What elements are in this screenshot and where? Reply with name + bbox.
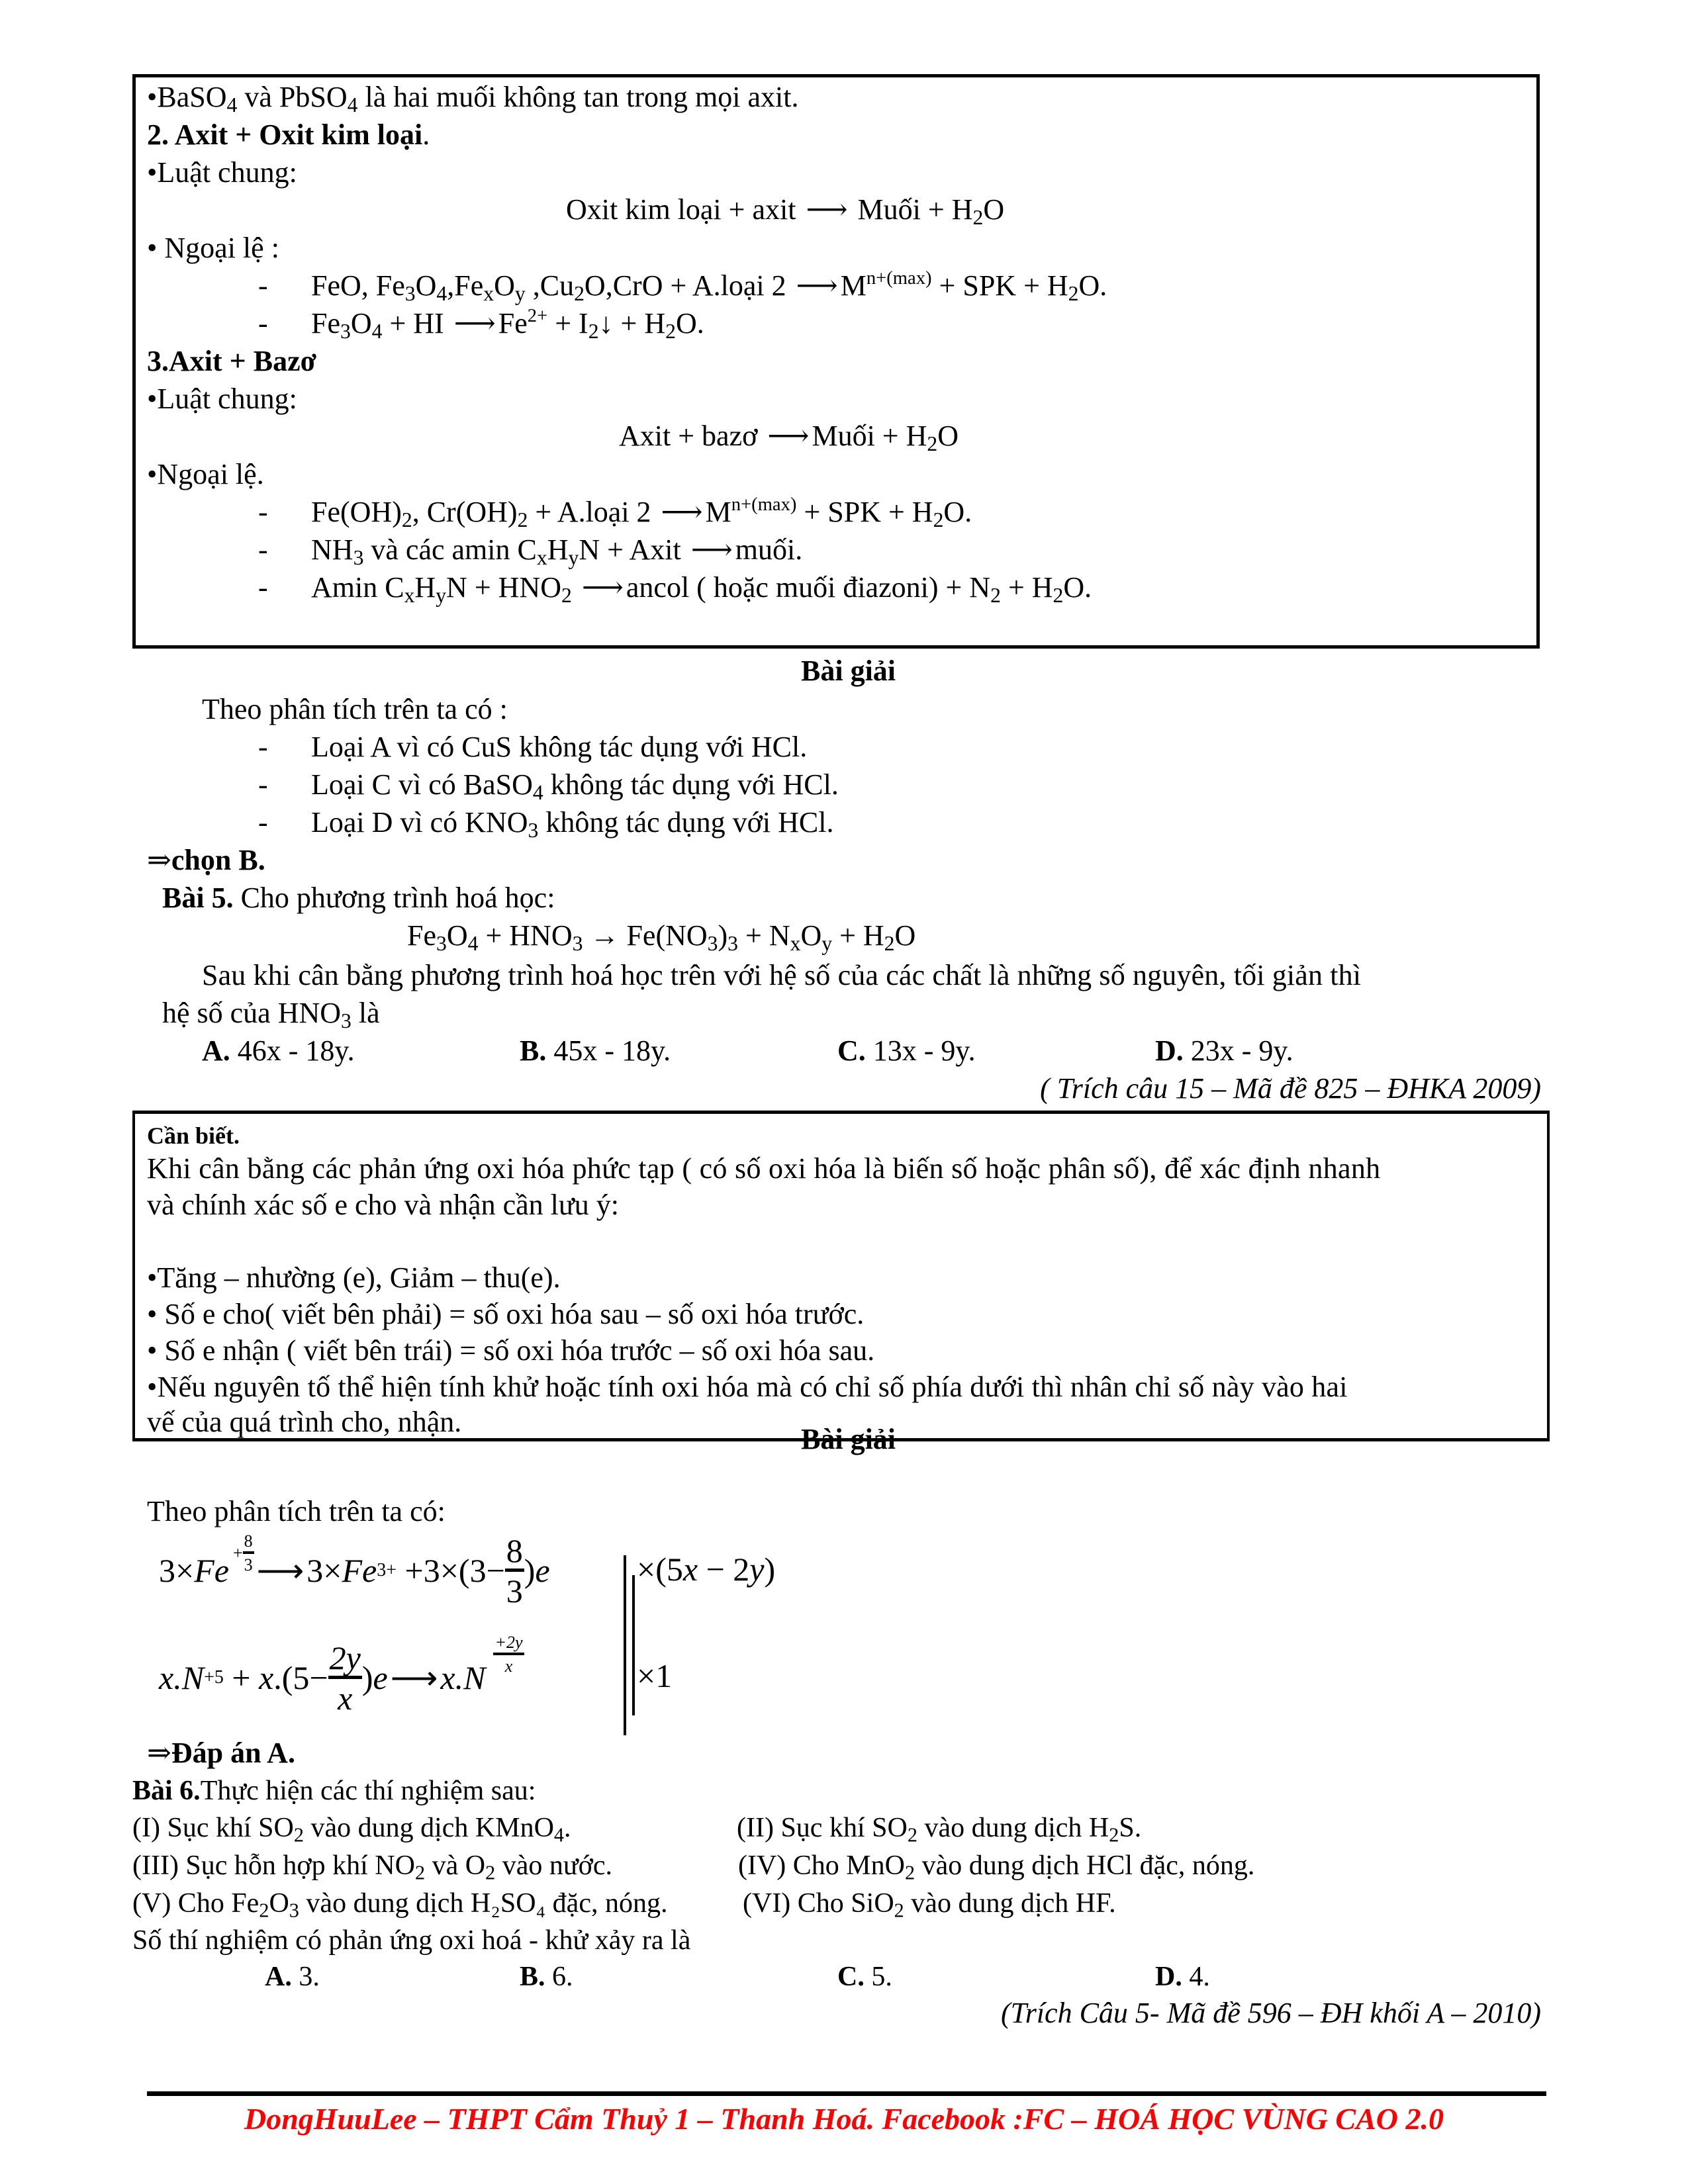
subscript: 2 — [401, 508, 412, 531]
reaction-arrow-icon: ⟶ — [806, 193, 848, 226]
element-n: .N — [455, 1659, 486, 1696]
reaction-arrow-icon: ⟶ — [390, 1659, 438, 1696]
text: N + HNO — [446, 571, 561, 604]
text: M — [705, 496, 731, 528]
text: (VI) Cho SiO — [743, 1888, 894, 1919]
option-key: A. — [202, 1034, 230, 1067]
denominator: x — [338, 1679, 353, 1717]
subscript: 2 — [517, 508, 528, 531]
subscript: 2 — [894, 1899, 904, 1922]
subscript: 2 — [972, 205, 984, 229]
subscript: 2 — [485, 1861, 496, 1884]
subscript: 2 — [561, 583, 572, 607]
reaction-arrow-icon: ⟶ — [690, 533, 733, 566]
text: không tác dụng với HCl. — [543, 768, 839, 801]
text: Fe — [407, 919, 436, 952]
text: O — [415, 269, 437, 302]
var-x: x — [159, 1659, 174, 1696]
electron: e — [373, 1659, 388, 1696]
subscript: 4 — [226, 93, 238, 116]
var-x: x — [259, 1659, 274, 1696]
exceptions3-label: •Ngoại lệ. — [147, 458, 264, 490]
text: là — [351, 997, 380, 1029]
solution-1-item — [258, 728, 807, 766]
dash: - — [258, 768, 268, 801]
text: ×(5 — [637, 1551, 683, 1588]
subscript: y — [436, 583, 447, 607]
option-value: 45x - 18y. — [546, 1034, 671, 1067]
text: + H — [1000, 571, 1053, 604]
text: O. — [675, 307, 704, 340]
subscript: 4 — [532, 780, 543, 804]
coef: 3× — [159, 1552, 195, 1589]
text: + — [223, 1659, 259, 1696]
note-bullet: • Số e cho( viết bên phải) = số oxi hóa sau – số oxi hóa trước. — [147, 1298, 865, 1330]
oxidation-state — [233, 1533, 254, 1574]
exception-3 — [258, 493, 972, 531]
text: ↓ + H — [598, 307, 666, 340]
subscript: 2 — [588, 319, 599, 343]
option-value: 13x - 9y. — [865, 1034, 976, 1067]
option-value: 3. — [291, 1962, 320, 1992]
text: vào dung dịch HF. — [904, 1888, 1116, 1919]
subscript: 3 — [353, 545, 364, 569]
subscript: 4 — [436, 281, 447, 305]
subscript: 3 — [528, 818, 539, 842]
subscript: 2 — [904, 1861, 915, 1884]
reaction-arrow-icon: ⟶ — [256, 1552, 305, 1589]
text: ,Cu — [525, 269, 575, 302]
footer-credit: DongHuuLee – THPT Cẩm Thuỷ 1 – Thanh Hoá. Facebook :FC – HOÁ HỌC VÙNG CAO 2.0 — [244, 2102, 1444, 2136]
text: Cho phương trình hoá học: — [233, 882, 555, 914]
subscript: 2 — [293, 1823, 304, 1846]
text: ,Fe — [447, 269, 484, 302]
text: BaSO — [157, 81, 227, 113]
text: + I — [547, 307, 588, 340]
subscript: 4 — [467, 931, 479, 955]
bai5-question-line-1: Sau khi cân bằng phương trình hoá học trên với hệ số của các chất là những số nguyên, tối giản thì — [202, 959, 1362, 991]
text: + H — [832, 919, 884, 952]
text: (I) Sục khí SO — [132, 1813, 294, 1843]
bai6-option-c[interactable] — [837, 1958, 892, 1996]
subscript: 3 — [341, 1009, 352, 1032]
text: không tác dụng với HCl. — [538, 806, 834, 839]
bai5-prompt — [162, 879, 555, 917]
subscript: 3 — [707, 931, 718, 955]
subscript: 2 — [259, 1899, 269, 1922]
option-value: 6. — [545, 1962, 573, 1992]
subscript: 3 — [289, 1899, 299, 1922]
subscript: 3 — [572, 931, 583, 955]
text: Đáp án A. — [171, 1737, 295, 1769]
text: H — [414, 571, 436, 604]
text: +3×(3− — [397, 1552, 505, 1589]
subscript: 2 — [665, 319, 676, 343]
text: Thực hiện các thí nghiệm sau: — [200, 1776, 536, 1806]
footer-rule — [147, 2091, 1546, 2096]
bai6-option-d[interactable] — [1155, 1958, 1210, 1996]
text: O. — [1078, 269, 1107, 302]
section-3-heading: 3.Axit + Bazơ — [147, 345, 316, 377]
subscript: 2 — [927, 432, 938, 455]
experiment-2 — [737, 1809, 1141, 1847]
bai5-option-c[interactable] — [837, 1032, 976, 1070]
text: O — [350, 307, 372, 340]
subscript: x — [404, 583, 415, 607]
text: O — [446, 919, 468, 952]
bullet: • — [147, 81, 158, 113]
eq-right: Muối + H — [812, 420, 927, 452]
text: Loại C vì có BaSO — [311, 768, 533, 801]
bai6-source: (Trích Câu 5- Mã đề 596 – ĐH khối A – 2010) — [1001, 1997, 1541, 2029]
text: và PbSO — [237, 81, 348, 113]
subscript: 2 — [1109, 1823, 1119, 1846]
option-value: 46x - 18y. — [230, 1034, 355, 1067]
solution-1-conclusion — [147, 841, 265, 880]
text: + HNO — [478, 919, 573, 952]
text: hệ số của HNO — [162, 997, 342, 1029]
text: vào nước. — [495, 1850, 612, 1881]
reaction-arrow-icon: ⟶ — [767, 420, 810, 452]
text: Loại A vì có CuS không tác dụng với HCl. — [311, 731, 808, 763]
subscript: 4 — [553, 1823, 565, 1846]
dash: - — [258, 806, 268, 839]
text: Fe — [311, 307, 340, 340]
divider-bar-outer — [624, 1555, 626, 1735]
text: + N — [738, 919, 790, 952]
option-key: A. — [265, 1962, 292, 1992]
note-bullet: • Số e nhận ( viết bên trái) = số oxi hóa trước – số oxi hóa sau. — [147, 1334, 875, 1367]
text: vào dung dịch H — [917, 1813, 1109, 1843]
exception-4 — [258, 531, 802, 569]
bai6-question: Số thí nghiệm có phản ứng oxi hoá - khử xảy ra là — [132, 1925, 691, 1956]
fraction — [243, 1533, 254, 1574]
option-key: C. — [837, 1034, 866, 1067]
option-key: D. — [1155, 1962, 1182, 1992]
eq-left: Axit + bazơ — [619, 420, 758, 452]
solution-1-intro: Theo phân tích trên ta có : — [202, 693, 508, 725]
bai5-equation — [407, 917, 915, 955]
option-value: 4. — [1182, 1962, 1210, 1992]
experiment-5 — [132, 1884, 667, 1923]
rule-equation — [566, 191, 1004, 229]
text: O. — [943, 496, 972, 528]
exception-2 — [258, 304, 704, 343]
experiment-4 — [738, 1846, 1254, 1885]
bai6-prompt — [132, 1772, 536, 1810]
text: vào dung dịch KMnO — [303, 1813, 554, 1843]
rule-label: •Luật chung: — [147, 156, 297, 189]
multiplier-1 — [637, 1550, 775, 1588]
heading-text: 2. Axit + Oxit kim loại — [147, 118, 423, 151]
text: H — [547, 533, 569, 566]
exception-1 — [258, 267, 1107, 305]
exercise-label: Bài 6. — [132, 1776, 201, 1806]
subscript: y — [568, 545, 579, 569]
note-paragraph-line-1: Khi cân bằng các phản ứng oxi hóa phức tạp ( có số oxi hóa là biến số hoặc phân số), để xác định nhanh — [147, 1152, 1381, 1185]
note-bullet: •Tăng – nhường (e), Giảm – thu(e). — [147, 1261, 561, 1294]
text: O — [983, 193, 1005, 226]
text: Loại D vì có KNO — [311, 806, 528, 839]
element-fe: Fe — [194, 1552, 229, 1589]
text: ) — [524, 1552, 536, 1589]
subscript: 3 — [727, 931, 738, 955]
experiment-6 — [743, 1884, 1116, 1923]
subscript: 2 — [884, 931, 895, 955]
superscript: n+(max) — [731, 494, 797, 515]
experiment-1 — [132, 1809, 571, 1847]
var-x: x — [682, 1551, 698, 1588]
reaction-arrow-icon: ⟶ — [581, 571, 624, 604]
eq-left: Oxit kim loại + axit — [566, 193, 796, 226]
subscript: x — [790, 931, 801, 955]
dash: - — [258, 307, 268, 340]
numerator: +2y — [493, 1634, 524, 1655]
text: − 2 — [698, 1551, 750, 1588]
superscript: 2+ — [527, 305, 548, 326]
fraction — [505, 1531, 524, 1610]
exceptions-label: • Ngoại lệ : — [147, 232, 279, 264]
text: Fe(NO — [626, 919, 708, 952]
solution-1-item — [258, 803, 833, 842]
text: + A.loại 2 — [528, 496, 651, 528]
text: + SPK + H — [796, 496, 933, 528]
option-value: 23x - 9y. — [1183, 1034, 1293, 1067]
text: NH — [311, 533, 353, 566]
option-key: C. — [837, 1962, 865, 1992]
bai5-option-d[interactable] — [1155, 1032, 1293, 1070]
implies-arrow-icon: ⇒ — [147, 1737, 171, 1769]
superscript: n+(max) — [866, 267, 932, 289]
multiplier-2: ×1 — [637, 1657, 673, 1694]
solution-2-conclusion — [147, 1734, 295, 1772]
numerator: 2y — [328, 1641, 362, 1679]
note-title: Cần biết. — [147, 1122, 240, 1149]
text: + HI — [382, 307, 444, 340]
subscript: 3 — [436, 931, 447, 955]
reaction-arrow-icon: ⟶ — [661, 496, 703, 528]
bai5-option-b[interactable] — [520, 1032, 671, 1070]
text: O — [494, 269, 515, 302]
text: (III) Sục hỗn hợp khí NO — [132, 1850, 415, 1881]
text: M — [840, 269, 867, 302]
text: ) — [361, 1659, 373, 1696]
text: là hai muối không tan trong mọi axit. — [357, 81, 799, 113]
text: O — [800, 919, 822, 952]
bai5-source: ( Trích câu 15 – Mã đề 825 – ĐHKA 2009) — [1040, 1072, 1541, 1105]
text: ) — [764, 1551, 776, 1588]
text: và các amin C — [363, 533, 537, 566]
oxidation-state — [493, 1634, 524, 1675]
note-last-line: vế của quá trình cho, nhận. — [147, 1406, 462, 1438]
coef: 3× — [306, 1552, 342, 1589]
sign: + — [232, 1543, 243, 1563]
baso4-note — [147, 78, 798, 116]
solution-1-title: Bài giải — [801, 655, 896, 687]
text: (V) Cho Fe — [132, 1888, 259, 1919]
subscript: 3 — [340, 319, 351, 343]
dash: - — [258, 496, 268, 528]
var-y: y — [749, 1551, 765, 1588]
text: O — [269, 1888, 289, 1919]
subscript: 3 — [404, 281, 416, 305]
text: S. — [1119, 1813, 1142, 1843]
dash: - — [258, 731, 268, 763]
denominator: x — [504, 1657, 513, 1676]
text: Fe(OH) — [311, 496, 402, 528]
text: (IV) Cho MnO — [738, 1850, 905, 1881]
text: (II) Sục khí SO — [737, 1813, 908, 1843]
text: + SPK + H — [931, 269, 1068, 302]
text: Amin C — [311, 571, 404, 604]
exercise-label: Bài 5. — [162, 882, 234, 914]
text: .(5− — [273, 1659, 328, 1696]
subscript: 2 — [414, 1861, 426, 1884]
fraction — [328, 1641, 362, 1715]
option-value: 5. — [864, 1962, 892, 1992]
subscript: y — [514, 281, 526, 305]
electron: e — [535, 1552, 550, 1589]
text: và O — [425, 1850, 486, 1881]
text: . — [564, 1813, 571, 1843]
option-key: D. — [1155, 1034, 1184, 1067]
subscript: x — [536, 545, 547, 569]
dash: - — [258, 571, 268, 604]
element-fe: Fe — [342, 1552, 377, 1589]
bai6-option-b[interactable] — [520, 1958, 573, 1996]
subscript: 4 — [371, 319, 383, 343]
note-bullet: •Nếu nguyên tố thể hiện tính khử hoặc tính oxi hóa mà có chỉ số phía dưới thì nhân chỉ số này vào hai — [147, 1371, 1348, 1403]
text: ) — [718, 919, 728, 952]
text: Fe — [498, 307, 528, 340]
var-x: x — [440, 1659, 455, 1696]
dash: - — [258, 269, 268, 302]
text: O. — [1063, 571, 1092, 604]
text: O,CrO + A.loại 2 — [584, 269, 786, 302]
reaction-arrow-icon: → — [583, 919, 627, 952]
text: , Cr(OH) — [412, 496, 518, 528]
implies-arrow-icon: ⇒ — [147, 844, 171, 876]
text: vào dung dịch HCl đặc, nóng. — [915, 1850, 1255, 1881]
rule3-equation — [619, 417, 959, 455]
denominator: 3 — [244, 1555, 253, 1574]
text: ancol ( hoặc muối điazoni) + N — [626, 571, 991, 604]
reaction-arrow-icon: ⟶ — [453, 307, 496, 340]
numerator: 8 — [243, 1533, 254, 1554]
subscript: 2 — [574, 281, 585, 305]
subscript: 2 — [990, 583, 1001, 607]
subscript: 2 — [907, 1823, 917, 1846]
divider-bar-inner — [632, 1575, 635, 1715]
heading-dot: . — [422, 118, 430, 151]
text: muối. — [735, 533, 803, 566]
note-paragraph-line-2: và chính xác số e cho và nhận cần lưu ý: — [147, 1189, 619, 1221]
text: O — [894, 919, 916, 952]
dash: - — [258, 533, 268, 566]
denominator: 3 — [506, 1572, 523, 1610]
option-key: B. — [520, 1034, 547, 1067]
text: O — [937, 420, 959, 452]
subscript: 2 — [1053, 583, 1064, 607]
eq-right: Muối + H — [857, 193, 973, 226]
subscript: y — [821, 931, 833, 955]
reaction-arrow-icon: ⟶ — [796, 269, 838, 302]
experiment-3 — [132, 1846, 612, 1885]
bai6-option-a[interactable] — [265, 1958, 320, 1996]
subscript: 2 — [933, 508, 944, 531]
electron-balance-eq-1: 3× Fe + $\frac{8}{3}$ ⟶ 3× Fe 3+ +3×(3− $\frac{8}{3}$ ) e — [159, 1531, 550, 1610]
numerator: 8 — [505, 1534, 524, 1572]
electron-balance-eq-2: x .N +5 + x .(5− $\frac{2y}{x}$ ) e ⟶ x .N $\frac{+2y}{x}$ — [159, 1633, 523, 1717]
text: chọn B. — [171, 844, 265, 876]
subscript: 2 — [1068, 281, 1079, 305]
subscript: 4 — [347, 93, 358, 116]
element-n: .N — [173, 1659, 205, 1696]
text: vào dung dịch H₂SO₄ đặc, nóng. — [299, 1888, 668, 1919]
exception-5 — [258, 569, 1092, 607]
text: N + Axit — [579, 533, 681, 566]
subscript: x — [483, 281, 494, 305]
bai5-option-a[interactable] — [202, 1032, 355, 1070]
text: FeO, Fe — [311, 269, 405, 302]
option-key: B. — [520, 1962, 545, 1992]
section-2-heading — [147, 116, 430, 154]
bai5-question-line-2 — [162, 994, 380, 1032]
solution-2-intro: Theo phân tích trên ta có: — [147, 1495, 445, 1527]
solution-1-item — [258, 766, 839, 804]
solution-2-title: Bài giải — [801, 1423, 896, 1455]
rule3-label: •Luật chung: — [147, 383, 297, 415]
